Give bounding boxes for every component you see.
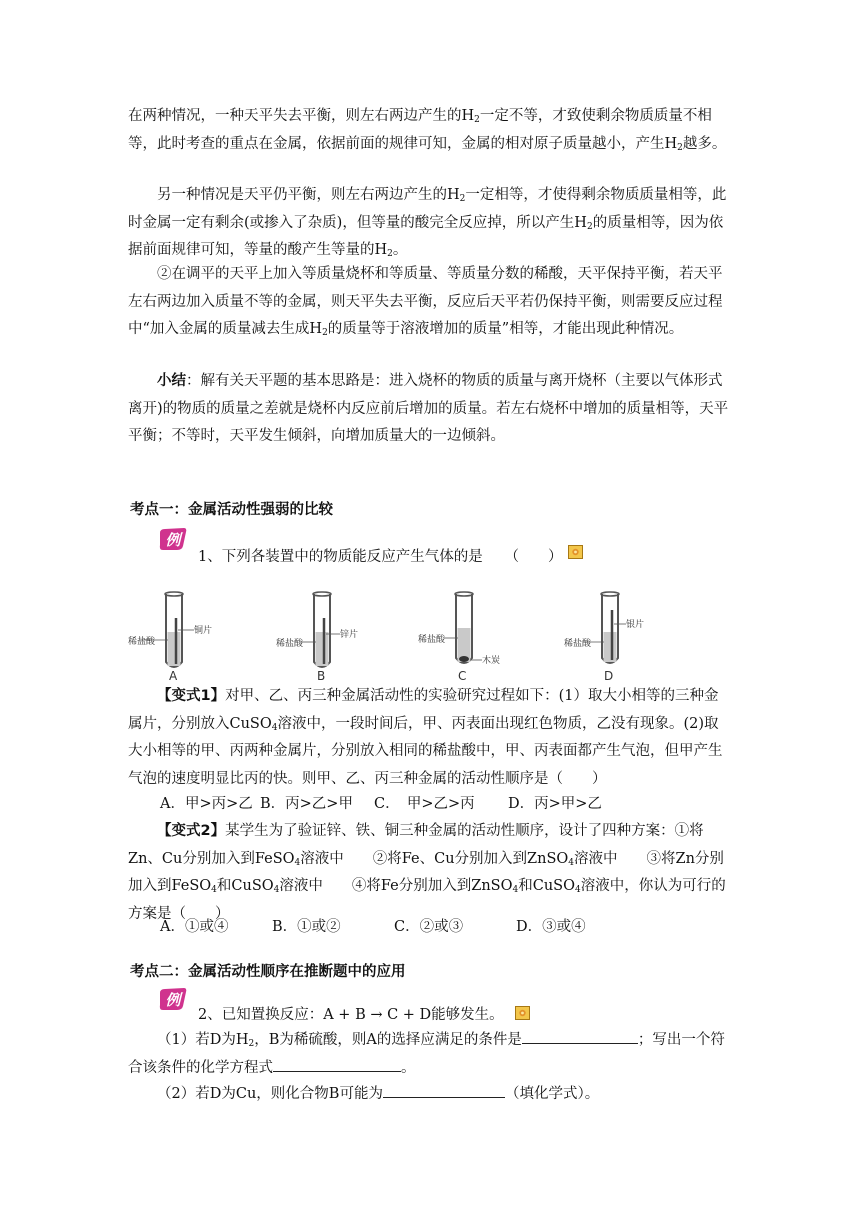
svg-text:A: A xyxy=(169,669,178,682)
option-a[interactable]: A．甲>丙>乙 xyxy=(160,796,253,812)
attachment-icon[interactable] xyxy=(515,1006,530,1020)
svg-text:锌片: 锌片 xyxy=(340,630,359,640)
test-tube-diagram xyxy=(128,590,748,682)
variant-1-options xyxy=(160,792,720,819)
variant-1-question: 【变式1】对甲、乙、丙三种金属活动性的实验研究过程如下：(1）取大小相等的三种金属片，分别放入CuSO$_4$溶液中，一段时间后，甲、丙表面出现红色物质，乙没有现象。(2)取大小相等的甲、丙两种金属片，分别放入相同的稀盐酸中，甲、丙表面都产生气泡，但甲产生气泡的速度明显比丙的快。则甲、乙、丙三种金属的活动性顺序是（ ） xyxy=(128,688,723,787)
option-c[interactable]: C． 甲>乙>丙 xyxy=(374,796,475,812)
answer-blank[interactable] xyxy=(522,1029,638,1044)
example-1-question: 1、下列各装置中的物质能反应产生气体的是 （ ） xyxy=(198,549,563,565)
svg-text:例: 例 xyxy=(165,531,181,549)
summary-paragraph: 小结：解有关天平题的基本思路是：进入烧杯的物质的质量与离开烧杯（主要以气体形式离开)的物质的质量之差就是烧杯内反应前后增加的质量。若左右烧杯中增加的质量相等，天平平衡；不等时，天平发生倾斜，向增加质量大的一边倾斜。 xyxy=(128,373,729,444)
answer-blank[interactable] xyxy=(383,1083,505,1098)
example-2-question: 2、已知置换反应：A + B → C + D能够发生。 xyxy=(198,1007,504,1023)
variant-2-question: 【变式2】某学生为了验证锌、铁、铜三种金属的活动性顺序，设计了四种方案：①将Zn、Cu分别加入到FeSO$_4$溶液中 ②将Fe、Cu分别加入到ZnSO$_4$溶液中 ③将Zn分别加入到FeSO$_4$和CuSO$_4$溶液中 ④将Fe分别加入到ZnSO$_4$和CuSO$_4$溶液中，你认为可行的方案是（ ） xyxy=(128,823,726,922)
paragraph-3: ②在调平的天平上加入等质量烧杯和等质量、等质量分数的稀酸，天平保持平衡，若天平左右两边加入质量不等的金属，则天平失去平衡，反应后天平若仍保持平衡，则需要反应过程中“加入金属的质量减去生成$H_2$的质量等于溶液增加的质量”相等，才能出现此种情况。 xyxy=(128,266,723,338)
svg-text:木炭: 木炭 xyxy=(482,656,501,666)
answer-blank[interactable] xyxy=(273,1057,401,1072)
option-c[interactable]: C．②或③ xyxy=(394,919,464,935)
tube-a xyxy=(128,592,212,682)
tube-d xyxy=(564,592,644,682)
paragraph-2: 另一种情况是天平仍平衡，则左右两边产生的$H_2$一定相等，才使得剩余物质质量相等，此时金属一定有剩余(或掺入了杂质)，但等量的酸完全反应掉，所以产生$H_2$的质量相等，因为依据前面规律可知，等量的酸产生等量的$H_2$。 xyxy=(128,187,727,259)
svg-text:稀盐酸: 稀盐酸 xyxy=(564,639,592,649)
svg-text:例: 例 xyxy=(165,991,181,1009)
section-title-1: 考点一：金属活动性强弱的比较 xyxy=(130,502,333,518)
svg-text:D: D xyxy=(604,669,614,682)
tube-b xyxy=(276,592,358,682)
example-2-part-1: （1）若D为$H_2$，B为稀硫酸，则A的选择应满足的条件是 ；写出一个符合该条件的化学方程式 。 xyxy=(128,1027,732,1082)
variant-2-options xyxy=(160,915,720,942)
option-a[interactable]: A．①或④ xyxy=(160,919,229,935)
svg-text:银片: 银片 xyxy=(626,620,645,630)
option-b[interactable]: B．①或② xyxy=(272,919,341,935)
svg-text:稀盐酸: 稀盐酸 xyxy=(276,639,304,649)
svg-text:C: C xyxy=(458,669,467,682)
option-d[interactable]: D．丙>甲>乙 xyxy=(508,796,602,812)
svg-text:稀盐酸: 稀盐酸 xyxy=(418,635,446,645)
example-2-part-2: （2）若D为Cu，则化合物B可能为 （填化学式）。 xyxy=(128,1081,732,1109)
paragraph-1: 在两种情况，一种天平失去平衡，则左右两边产生的$H_2$一定不等，才致使剩余物质质量不相等，此时考查的重点在金属，依据前面的规律可知，金属的相对原子质量越小，产生$H_2$越多。 xyxy=(128,108,727,153)
example-badge-icon xyxy=(158,987,188,1011)
summary-label: 小结 xyxy=(157,373,186,389)
section-title-2: 考点二：金属活动性顺序在推断题中的应用 xyxy=(130,964,406,980)
svg-text:B: B xyxy=(317,669,326,682)
svg-text:稀盐酸: 稀盐酸 xyxy=(128,637,156,647)
tube-c xyxy=(418,592,500,682)
svg-text:铜片: 铜片 xyxy=(194,626,213,636)
option-b[interactable]: B．丙>乙>甲 xyxy=(260,796,353,812)
example-badge-icon xyxy=(158,527,188,551)
attachment-icon[interactable] xyxy=(568,545,583,559)
option-d[interactable]: D．③或④ xyxy=(516,919,586,935)
